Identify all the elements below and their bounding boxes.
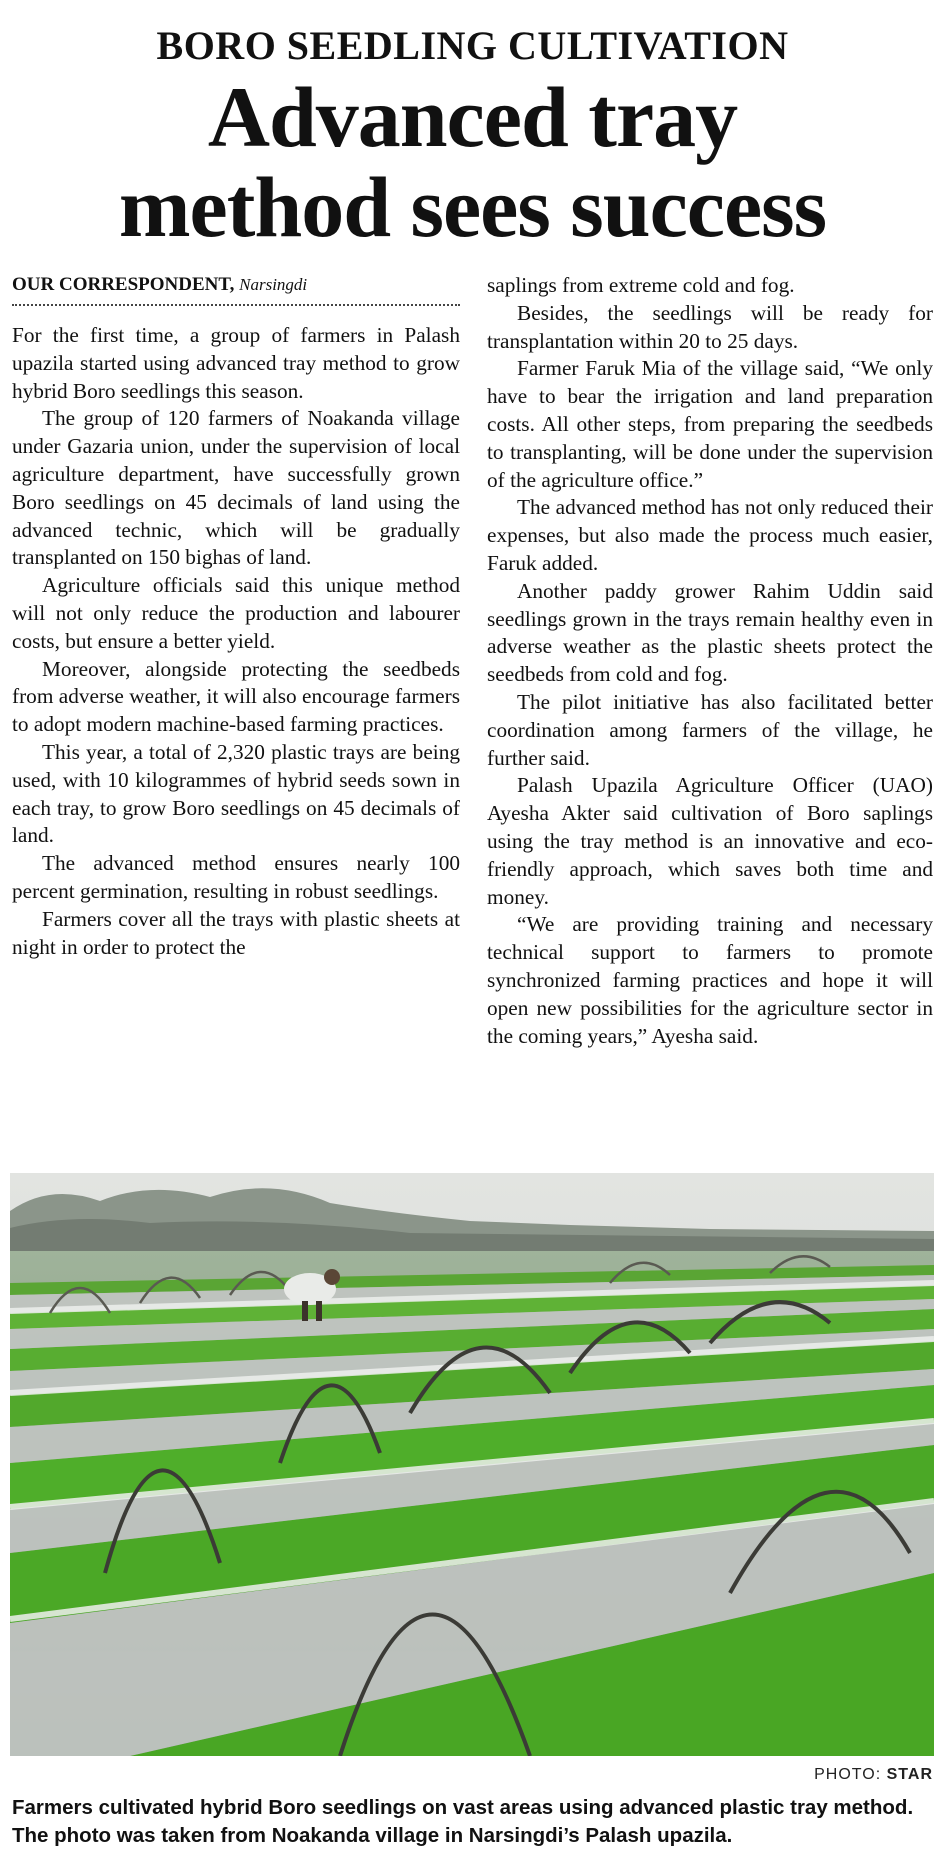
paragraph: This year, a total of 2,320 plastic trays are being used, with 10 kilogrammes of hybrid seeds sown in each tray, to grow Boro seedlings on 45 decimals of land. — [12, 739, 460, 848]
paragraph: Besides, the seedlings will be ready for transplantation within 20 to 25 days. — [487, 300, 933, 353]
byline-location: Narsingdi — [239, 275, 308, 294]
article-column-1 — [12, 322, 460, 961]
photo-credit-source: STAR — [886, 1766, 933, 1783]
article-kicker: BORO SEEDLING CULTIVATION — [156, 23, 789, 68]
photo-credit — [814, 1766, 933, 1784]
paragraph: The group of 120 farmers of Noakanda village under Gazaria union, under the supervision of local agriculture department, have successfully grown Boro seedlings on 45 decimals of land using the advanced technic, which will be gradually transplanted on 150 bighas of land. — [12, 406, 460, 570]
paragraph: Moreover, alongside protecting the seedbeds from adverse weather, it will also encourage farmers to adopt modern machine-based farming practices. — [12, 656, 460, 737]
paragraph: saplings from extreme cold and fog. — [487, 273, 795, 297]
paragraph: Farmer Faruk Mia of the village said, “We only have to bear the irrigation and land preparation costs. All other steps, from preparing the seedbeds to transplanting, will be done under the supervision of the agriculture office.” — [487, 356, 933, 492]
seedling-field-photo — [10, 1173, 934, 1756]
headline-line-2: method sees success — [118, 159, 827, 255]
news-photo — [10, 1173, 934, 1756]
article-column-2 — [487, 272, 933, 1050]
photo-credit-prefix: PHOTO: — [814, 1766, 887, 1783]
paragraph: The advanced method has not only reduced their expenses, but also made the process much easier, Faruk added. — [487, 495, 933, 575]
paragraph: The pilot initiative has also facilitated better coordination among farmers of the village, he further said. — [487, 689, 933, 770]
byline-name: OUR CORRESPONDENT, — [12, 274, 235, 295]
paragraph: The advanced method ensures nearly 100 percent germination, resulting in robust seedlings. — [12, 851, 460, 903]
article-headline — [0, 69, 945, 255]
byline — [12, 274, 460, 306]
paragraph: Another paddy grower Rahim Uddin said seedlings grown in the trays remain healthy even in adverse weather as the plastic sheets protect the seedbeds from cold and fog. — [487, 578, 933, 687]
paragraph: Agriculture officials said this unique method will not only reduce the production and labourer costs, but ensure a better yield. — [12, 573, 460, 653]
headline-line-1: Advanced tray — [207, 69, 738, 165]
photo-caption: Farmers cultivated hybrid Boro seedlings on vast areas using advanced plastic tray method. The photo was taken from Noakanda village in Narsingdi’s Palash upazila. — [12, 1796, 914, 1847]
paragraph: Palash Upazila Agriculture Officer (UAO) Ayesha Akter said cultivation of Boro saplings using the tray method is an innovative and eco-friendly approach, which saves both time and money. — [487, 773, 933, 909]
paragraph: For the first time, a group of farmers in Palash upazila started using advanced tray method to grow hybrid Boro seedlings this season. — [12, 323, 460, 403]
paragraph: Farmers cover all the trays with plastic sheets at night in order to protect the — [12, 906, 460, 959]
paragraph: “We are providing training and necessary technical support to farmers to promote synchronized farming practices and hope it will open new possibilities for the agriculture sector in the coming years,” Ayesha said. — [487, 912, 933, 1048]
